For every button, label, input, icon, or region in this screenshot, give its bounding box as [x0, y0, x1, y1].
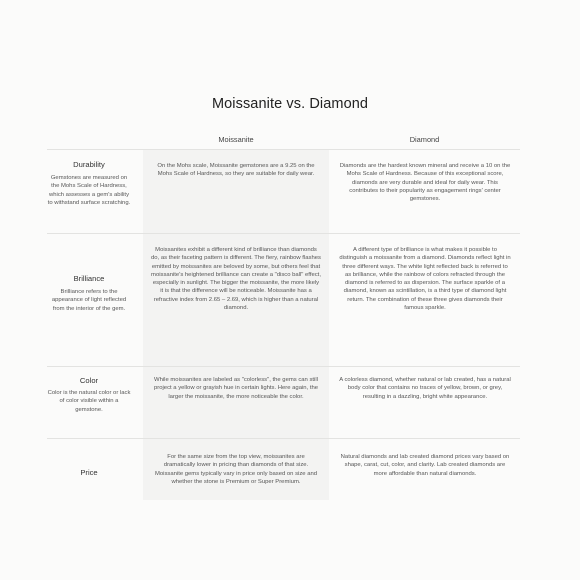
column-header-diamond: Diamond [409, 135, 440, 144]
column-header-moissanite: Moissanite [218, 135, 254, 144]
row-description: Gemstones are measured on the Mohs Scale of Hardness, which assesses a gem's ability to withstand surface scratching. [47, 175, 131, 206]
diamond-cell: Diamonds are the hardest known mineral and receive a 10 on the Mohs Scale of Hardness. Because of this exceptional score, diamonds are very durable and ideal for daily wear. This contributes to their popularity as engagement rings' center gemstones. [339, 163, 511, 203]
row-description: Brilliance refers to the appearance of light reflected from the interior of the gem. [51, 289, 127, 312]
row-label-price [47, 468, 131, 477]
row-title: Price [80, 468, 98, 477]
divider [47, 233, 520, 234]
moissanite-cell: Moissanites exhibit a different kind of brilliance than diamonds do, as their faceting pattern is different. The fiery, rainbow flashes emitted by moissanites are beloved by some, but others feel that moissanite's heightened brilliance can create a "disco ball" effect, especially in sunlight. The bigger the moissanite, the more likely it is that the difference will be noticeable. Moissanite has a refractive index from 2.65 – 2.69, which is higher than a natural diamond. [151, 247, 321, 312]
moissanite-column-background [143, 150, 329, 500]
diamond-cell: A different type of brilliance is what makes it possible to distinguish a moissanite from a diamond. Diamonds reflect light in three different ways. The white light reflected back is referred to as brilliance, while the rainbow of colors refracted through the diamond is referred to as dispersion. The surface sparkle of a diamond, known as scintillation, is a third type of diamond light return. The combination of these three gives diamonds their famous sparkle. [339, 247, 511, 312]
row-title: Color [79, 376, 99, 385]
divider [47, 149, 520, 150]
row-description: Color is the natural color or lack of color visible within a gemstone. [47, 390, 131, 413]
divider [47, 366, 520, 367]
row-label-brilliance [47, 274, 131, 313]
moissanite-cell: For the same size from the top view, moissanites are dramatically lower in pricing than diamonds of that size. Moissanite gems typically vary in price only based on size and whether the stone is Premium or Super Premium. [154, 454, 318, 485]
diamond-cell: A colorless diamond, whether natural or lab created, has a natural body color that contains no traces of yellow, brown, or grey, resulting in a dazzling, bright white appearance. [339, 377, 511, 400]
divider [47, 438, 520, 439]
moissanite-cell: While moissanites are labeled as "colorless", the gems can still project a yellow or grayish hue in certain lights. Here again, the larger the moissanite, the more noticeable the color. [153, 377, 319, 400]
row-title: Brilliance [73, 274, 105, 283]
moissanite-cell: On the Mohs scale, Moissanite gemstones are a 9.25 on the Mohs Scale of Hardness, so they are suitable for daily wear. [157, 163, 315, 178]
page-title: Moissanite vs. Diamond [211, 96, 369, 112]
row-label-durability [47, 160, 131, 207]
row-label-color [47, 376, 131, 414]
row-title: Durability [73, 160, 105, 169]
diamond-cell: Natural diamonds and lab created diamond prices vary based on shape, carat, cut, color, and clarity. Lab created diamonds are more affordable than natural diamonds. [340, 454, 510, 477]
